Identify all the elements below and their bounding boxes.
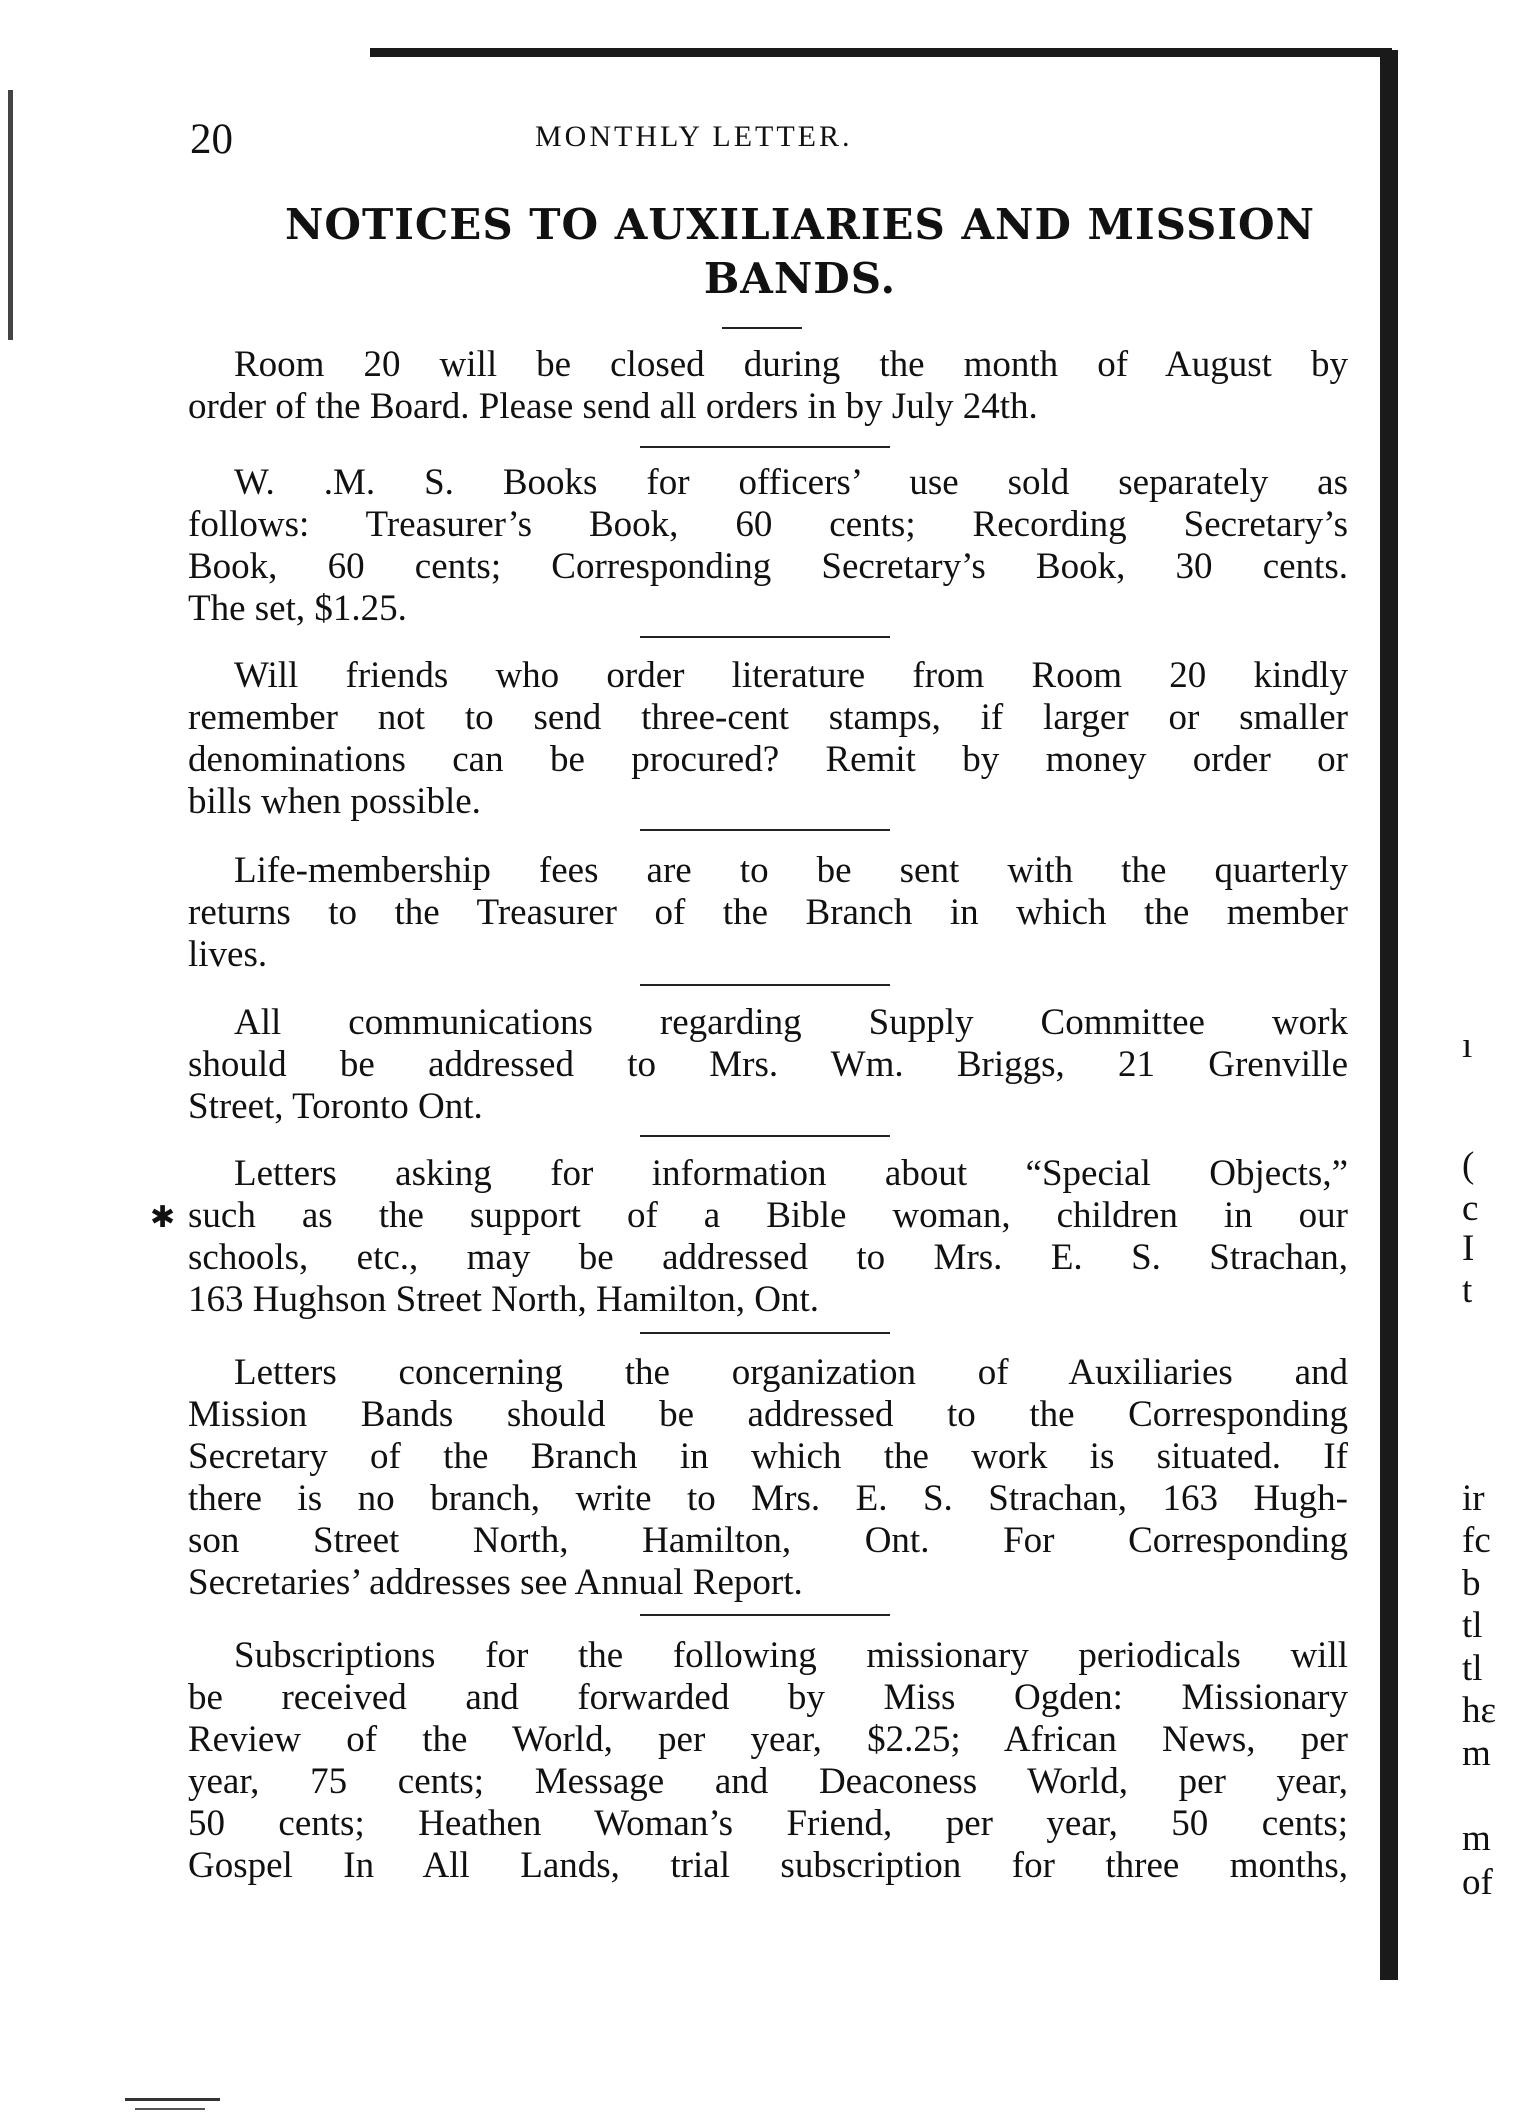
bottom-edge-rule [125,2098,220,2101]
notice-line: lives. [188,934,268,975]
notice-line: follows: Treasurer’s Book, 60 cents; Recording Secretary’s [188,504,1348,545]
divider-rule [640,1614,890,1616]
divider-rule [640,446,890,448]
notice-line: son Street North, Hamilton, Ont. For Corresponding [188,1520,1348,1561]
notice-line: The set, $1.25. [188,588,407,629]
notice-officers-books [188,462,1348,630]
divider-rule [640,829,890,831]
notice-line: should be addressed to Mrs. Wm. Briggs, 21 Grenville [188,1044,1348,1085]
notice-organization [188,1352,1348,1604]
notice-line: such as the support of a Bible woman, children in our [188,1195,1348,1236]
notice-line: there is no branch, write to Mrs. E. S. Strachan, 163 Hugh- [188,1478,1348,1519]
divider-rule [640,1135,890,1137]
page-spine-shadow [1380,50,1398,1980]
margin-fragment: of [1462,1862,1493,1903]
notice-subscriptions [188,1635,1348,1887]
notice-line: Review of the World, per year, $2.25; African News, per [188,1719,1348,1760]
margin-fragment: tl [1462,1648,1483,1689]
notice-life-membership [188,850,1348,976]
notice-line: bills when possible. [188,781,481,822]
notice-line: Letters asking for information about “Special Objects,” [234,1153,1348,1194]
margin-fragment: c [1462,1188,1479,1229]
margin-fragment: hε [1462,1690,1497,1731]
margin-fragment: m [1462,1818,1491,1859]
bottom-edge-rule [135,2108,205,2110]
notice-line: Room 20 will be closed during the month of August by [234,344,1348,385]
notice-supply-committee [188,1002,1348,1128]
notice-stamps [188,655,1348,823]
left-edge-mark [8,90,13,340]
notice-line: order of the Board. Please send all orders in by July 24th. [188,386,1038,427]
margin-fragment: m [1462,1733,1491,1774]
notice-line: All communications regarding Supply Committee work [234,1002,1348,1043]
margin-fragment: ir [1462,1478,1485,1519]
margin-fragment: ( [1462,1145,1475,1186]
divider-rule [640,636,890,638]
notice-line: 50 cents; Heathen Woman’s Friend, per year, 50 cents; [188,1803,1348,1844]
margin-fragment: b [1462,1563,1481,1604]
notice-line: Book, 60 cents; Corresponding Secretary’s Book, 30 cents. [188,546,1348,587]
title-line: NOTICES TO AUXILIARIES AND MISSION [285,200,1315,249]
margin-fragment: fc [1462,1520,1491,1561]
notice-line: Life-membership fees are to be sent with the quarterly [234,850,1348,891]
notice-line: Street, Toronto Ont. [188,1086,483,1127]
notice-line: Gospel In All Lands, trial subscription for three months, [188,1845,1348,1886]
notice-line: year, 75 cents; Message and Deaconess World, per year, [188,1761,1348,1802]
notice-room-closed [188,344,1348,428]
notice-special-objects [188,1153,1348,1321]
margin-asterisk-icon: ✱ [150,1201,176,1234]
top-border-rule [370,44,1392,64]
notice-line: denominations can be procured? Remit by money order or [188,739,1348,780]
notice-line: W. .M. S. Books for officers’ use sold separately as [234,462,1348,503]
notice-line: Secretaries’ addresses see Annual Report. [188,1562,803,1603]
notice-line: Mission Bands should be addressed to the Corresponding [188,1394,1348,1435]
margin-fragment: ı [1462,1025,1473,1066]
margin-fragment: t [1462,1270,1473,1311]
page-title [230,198,1370,306]
title-line: BANDS. [703,254,897,303]
margin-fragment: tl [1462,1605,1483,1646]
notice-line: 163 Hughson Street North, Hamilton, Ont. [188,1279,820,1320]
notice-line: remember not to send three-cent stamps, if larger or smaller [188,697,1348,738]
notice-line: Secretary of the Branch in which the work is situated. If [188,1436,1348,1477]
margin-fragment: I [1462,1228,1475,1269]
divider-rule [640,1332,890,1334]
notice-line: Will friends who order literature from Room 20 kindly [234,655,1348,696]
notice-line: schools, etc., may be addressed to Mrs. E. S. Strachan, [188,1237,1348,1278]
page-number: 20 [190,116,233,163]
running-head: MONTHLY LETTER. [535,120,853,153]
notice-line: be received and forwarded by Miss Ogden: Missionary [188,1677,1348,1718]
notice-line: Letters concerning the organization of Auxiliaries and [234,1352,1348,1393]
divider-rule [640,984,890,986]
notice-line: Subscriptions for the following missionary periodicals will [234,1635,1348,1676]
notice-line: returns to the Treasurer of the Branch in which the member [188,892,1348,933]
section-rule [722,327,802,329]
